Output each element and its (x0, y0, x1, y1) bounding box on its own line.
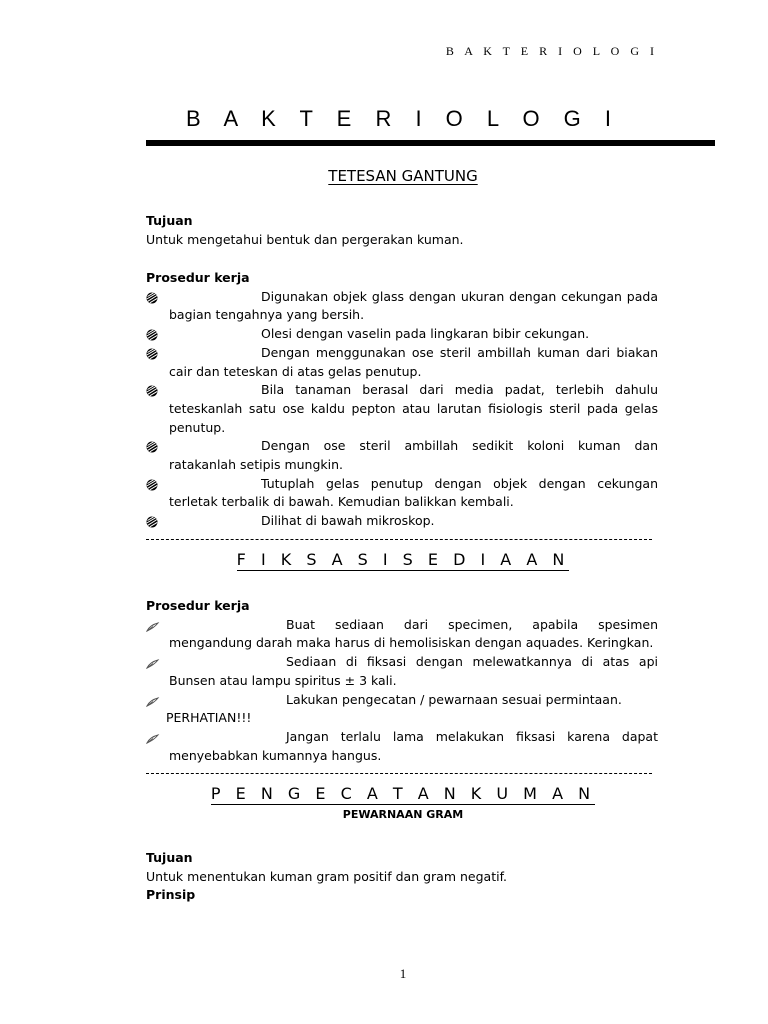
procedure-step (146, 653, 658, 690)
quill-icon (146, 619, 158, 631)
section2-prosedur (146, 597, 658, 765)
step-text: Dengan ose steril ambillah sedikit koloni kuman dan ratakanlah setipis mungkin. (169, 438, 658, 473)
title-rule (146, 140, 715, 146)
step-text: Jangan terlalu lama melakukan fiksasi karena dapat menyebabkan kumannya hangus. (169, 728, 658, 763)
note-text: PERHATIAN!!! (166, 710, 252, 726)
tujuan-label: Tujuan (146, 213, 193, 228)
procedure-list (146, 616, 658, 766)
procedure-list (146, 288, 658, 531)
procedure-step (146, 381, 658, 437)
section-title-fiksasi-sediaan (0, 550, 768, 569)
quill-icon (146, 656, 158, 668)
section-title-text: F I K S A S I S E D I A A N (236, 550, 570, 569)
striped-ball-icon (146, 478, 158, 490)
procedure-step (146, 437, 658, 474)
striped-ball-icon (146, 440, 158, 452)
striped-ball-icon (146, 291, 158, 303)
procedure-step (146, 691, 658, 710)
procedure-step (146, 288, 658, 325)
striped-ball-icon (146, 515, 158, 527)
tujuan-label: Tujuan (146, 850, 193, 865)
main-title: B A K T E R I O L O G I (185, 106, 620, 131)
procedure-step (146, 325, 658, 344)
prosedur-label: Prosedur kerja (146, 598, 250, 613)
procedure-step (146, 475, 658, 512)
striped-ball-icon (146, 328, 158, 340)
section-title-pengecatan-kuman (0, 784, 768, 803)
procedure-step (146, 616, 658, 653)
section-title-text: P E N G E C A T A N K U M A N (210, 784, 596, 803)
step-text: Bila tanaman berasal dari media padat, terlebih dahulu teteskanlah satu ose kaldu pepton atau larutan fisiologis steril pada gelas penutup. (169, 382, 658, 435)
striped-ball-icon (146, 384, 158, 396)
section-title-tetesan-gantung: TETESAN GANTUNG (328, 167, 478, 185)
tujuan-text: Untuk menentukan kuman gram positif dan gram negatif. (146, 868, 508, 884)
section1-tujuan (146, 212, 658, 249)
step-text: Dengan menggunakan ose steril ambillah kuman dari biakan cair dan teteskan di atas gelas penutup. (169, 344, 658, 379)
dashed-divider (146, 539, 652, 540)
step-text: Buat sediaan dari specimen, apabila spesimen mengandung darah maka harus di hemolisiskan dengan aquades. Keringkan. (169, 616, 658, 651)
step-text: Tutuplah gelas penutup dengan objek dengan cekungan terletak terbalik di bawah. Kemudian balikkan kembali. (169, 475, 658, 510)
prosedur-label: Prosedur kerja (146, 270, 250, 285)
step-text: Dilihat di bawah mikroskop. (261, 513, 435, 529)
running-header: B A K T E R I O L O G I (445, 44, 658, 58)
section-subtitle: PEWARNAAN GRAM (342, 808, 464, 821)
step-text: Digunakan objek glass dengan ukuran dengan cekungan pada bagian tengahnya yang bersih. (169, 288, 658, 323)
dashed-divider (146, 773, 652, 774)
tujuan-text: Untuk mengetahui bentuk dan pergerakan kuman. (146, 231, 464, 247)
page-number: 1 (399, 966, 407, 981)
step-text: Sediaan di fiksasi dengan melewatkannya di atas api Bunsen atau lampu spiritus ± 3 kali. (169, 654, 658, 688)
procedure-step (146, 344, 658, 381)
step-text: Lakukan pengecatan / pewarnaan sesuai permintaan. (286, 691, 622, 707)
step-text: Olesi dengan vaselin pada lingkaran bibir cekungan. (261, 326, 590, 342)
procedure-step (146, 512, 658, 531)
procedure-step (146, 728, 658, 765)
quill-icon (146, 731, 158, 743)
section3-tujuan (146, 849, 658, 905)
prinsip-label: Prinsip (146, 887, 196, 903)
quill-icon (146, 694, 158, 706)
section1-prosedur (146, 269, 658, 531)
striped-ball-icon (146, 347, 158, 359)
